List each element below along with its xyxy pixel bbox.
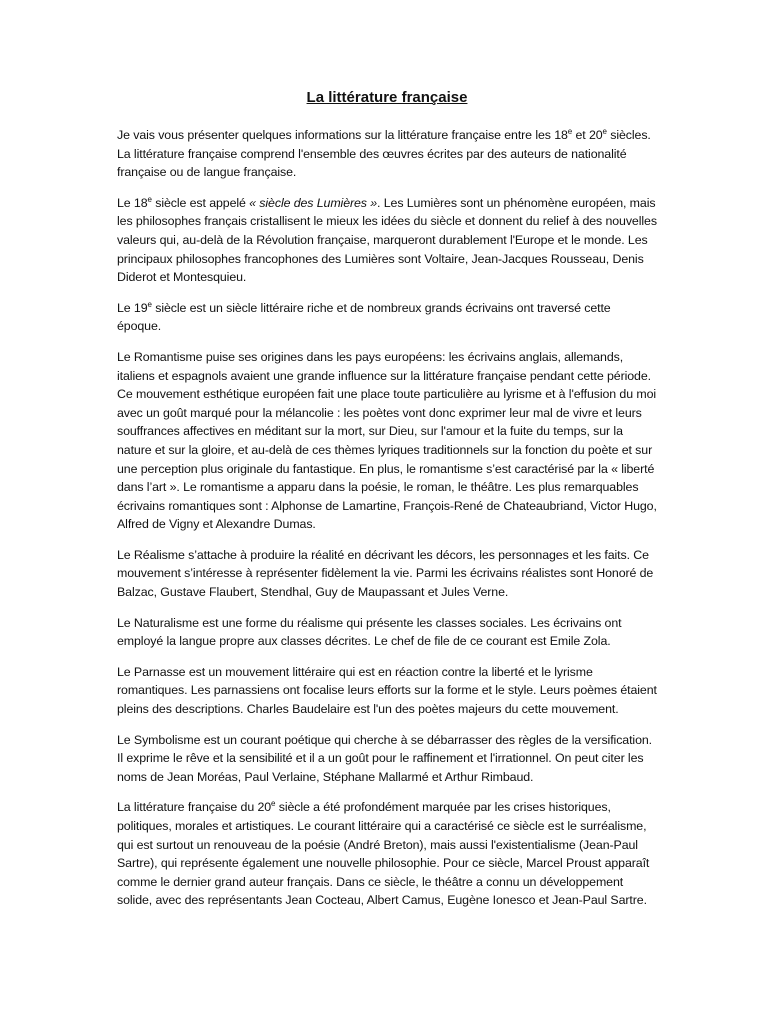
paragraph-20th-century: La littérature française du 20e siècle a été profondément marquée par les crises historiques, politiques, morales et artistiques. Le courant littéraire qui a caractérisé ce siècle est le surréalisme, qui est surtout un renouveau de la poésie (André Breton), mais aussi l'existentialisme (Jean-Paul Sartre), qui représente également une nouvelle philosophie. Pour ce siècle, Marcel Proust apparaît comme le dernier grand auteur français. Dans ce siècle, le théâtre a connu un développement solide, avec des représentants Jean Cocteau, Albert Camus, Eugène Ionesco et Jean-Paul Sartre. [117, 799, 650, 908]
paragraph-naturalisme: Le Naturalisme est une forme du réalisme qui présente les classes sociales. Les écrivains ont employé la langue propre aux classes décrites. Le chef de file de ce courant est Emile Zola. [117, 615, 622, 649]
paragraph-parnasse: Le Parnasse est un mouvement littéraire qui est en réaction contre la liberté et le lyrisme romantiques. Les parnassiens ont focalise leurs efforts sur la forme et le style. Leurs poèmes étaient pleins des descriptions. Charles Baudelaire est l'un des poètes majeurs du cette mouvement. [117, 664, 657, 717]
paragraph-intro: Je vais vous présenter quelques informations sur la littérature française entre les 18e et 20e siècles. La littérature française comprend l'ensemble des œuvres écrites par des auteurs de nationalité française ou de langue française. [117, 126, 651, 180]
document-page [117, 88, 657, 922]
paragraph-realisme: Le Réalisme s’attache à produire la réalité en décrivant les décors, les personnages et les faits. Ce mouvement s’intéresse à représenter fidèlement la vie. Parmi les écrivains réalistes sont Honoré de Balzac, Gustave Flaubert, Stendhal, Guy de Maupassant et Jules Verne. [117, 547, 654, 600]
paragraph-romantisme: Le Romantisme puise ses origines dans les pays européens: les écrivains anglais, allemands, italiens et espagnols avaient une grande influence sur la littérature française pendant cette période. Ce mouvement esthétique européen fait une place toute particulière au lyrisme et à l'effusion du moi avec un goût marqué pour la mélancolie : les poètes vont donc exprimer leur mal de vivre et leurs souffrances affectives en méditant sur la mort, sur Dieu, sur l'amour et la fuite du temps, sur la nature et sur la gloire, et au-delà de ces thèmes lyriques traditionnels sur la fonction du poète et sur une perception plus originale du fantastique. En plus, le romantisme s’est caractérisé par la « liberté dans l’art ». Le romantisme a apparu dans la poésie, le roman, le théâtre. Les plus remarquables écrivains romantiques sont : Alphonse de Lamartine, François-René de Chateaubriand, Victor Hugo, Alfred de Vigny et Alexandre Dumas. [117, 349, 657, 532]
paragraph-18th-century: Le 18e siècle est appelé « siècle des Lumières ». Les Lumières sont un phénomène européen, mais les philosophes français cristallisent le mieux les idées du siècle et donnent du relief à des nouvelles valeurs qui, au-delà de la Révolution française, marqueront durablement l'Europe et le monde. Les principaux philosophes francophones des Lumières sont Voltaire, Jean-Jacques Rousseau, Denis Diderot et Montesquieu. [117, 194, 657, 285]
document-title: La littérature française [306, 89, 468, 106]
paragraph-19th-century: Le 19e siècle est un siècle littéraire riche et de nombreux grands écrivains ont traversé cette époque. [117, 299, 611, 334]
paragraph-symbolisme: Le Symbolisme est un courant poétique qui cherche à se débarrasser des règles de la versification. Il exprime le rêve et la sensibilité et il a un goût pour le raffinement et l'irrationnel. On peut citer les noms de Jean Moréas, Paul Verlaine, Stéphane Mallarmé et Arthur Rimbaud. [117, 732, 653, 784]
